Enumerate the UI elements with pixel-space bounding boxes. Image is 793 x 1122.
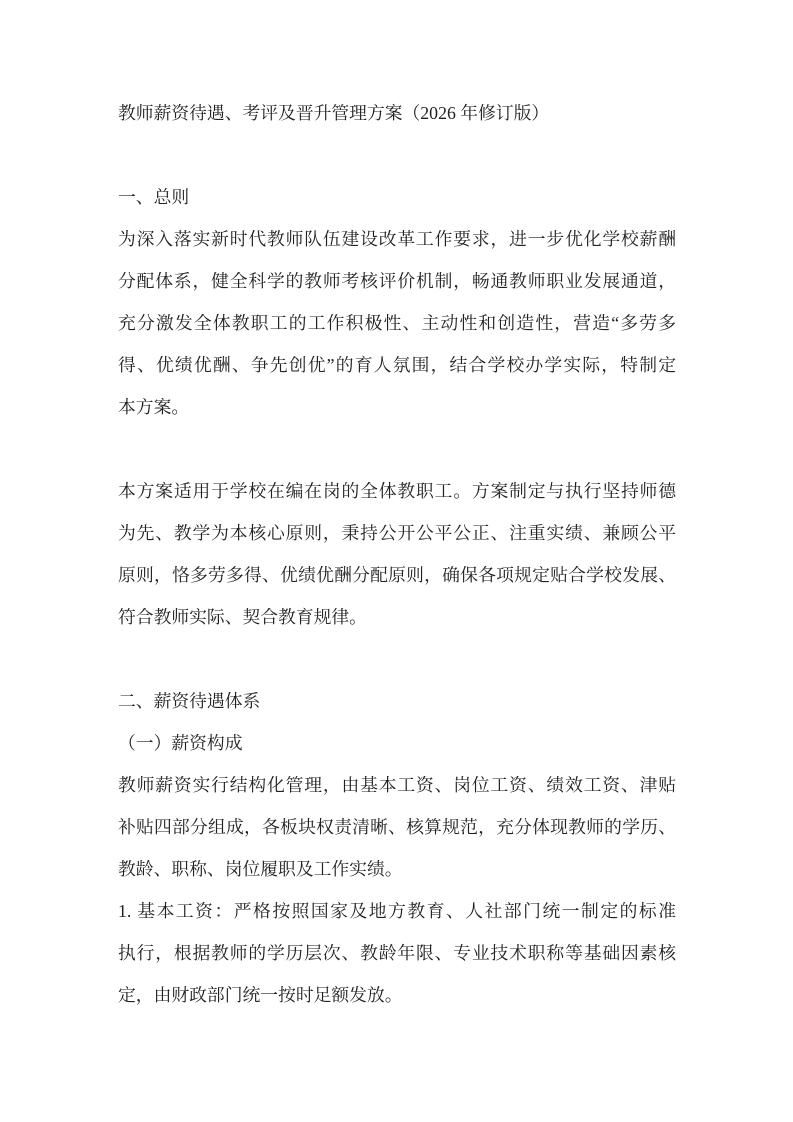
text-line: 得、优绩优酬、争先创优”的育人氛围，结合学校办学实际，特制定 [118, 355, 676, 375]
text-line: 教师薪资实行结构化管理，由基本工资、岗位工资、绩效工资、津贴 [118, 775, 676, 795]
section-heading-salary: 二、薪资待遇体系 [118, 691, 261, 711]
text-line: 本方案适用于学校在编在岗的全体教职工。方案制定与执行坚持师德 [118, 481, 676, 501]
text-line: 为先、教学为本核心原则，秉持公开公平公正、注重实绩、兼顾公平 [118, 523, 676, 543]
text-line: 本方案。 [118, 397, 190, 417]
text-line: 定，由财政部门统一按时足额发放。 [118, 985, 403, 1005]
blank-line [118, 134, 676, 176]
paragraph-scope [118, 470, 676, 638]
text-line: 原则，恪多劳多得、优绩优酬分配原则，确保各项规定贴合学校发展、 [118, 565, 676, 585]
section-heading-general: 一、总则 [118, 187, 190, 207]
paragraph-intro [118, 218, 676, 428]
paragraph-structure [118, 764, 676, 890]
text-line: 1. 基本工资：严格按照国家及地方教育、人社部门统一制定的标准 [118, 901, 676, 921]
text-line: 教龄、职称、岗位履职及工作实绩。 [118, 859, 403, 879]
subsection-heading-composition: （一）薪资构成 [118, 733, 243, 753]
blank-line [118, 428, 676, 470]
numbered-item-basic-salary [118, 890, 676, 1016]
text-line: 补贴四部分组成，各板块权责清晰、核算规范，充分体现教师的学历、 [118, 817, 676, 837]
text-line: 充分激发全体教职工的工作积极性、主动性和创造性，营造“多劳多 [118, 313, 676, 333]
document-content [118, 92, 676, 1016]
document-title: 教师薪资待遇、考评及晋升管理方案（2026 年修订版） [118, 103, 550, 123]
text-line: 符合教师实际、契合教育规律。 [118, 607, 367, 627]
blank-line [118, 638, 676, 680]
text-line: 为深入落实新时代教师队伍建设改革工作要求，进一步优化学校薪酬 [118, 229, 676, 249]
text-line: 执行，根据教师的学历层次、教龄年限、专业技术职称等基础因素核 [118, 943, 676, 963]
text-line: 分配体系，健全科学的教师考核评价机制，畅通教师职业发展通道， [118, 271, 676, 291]
